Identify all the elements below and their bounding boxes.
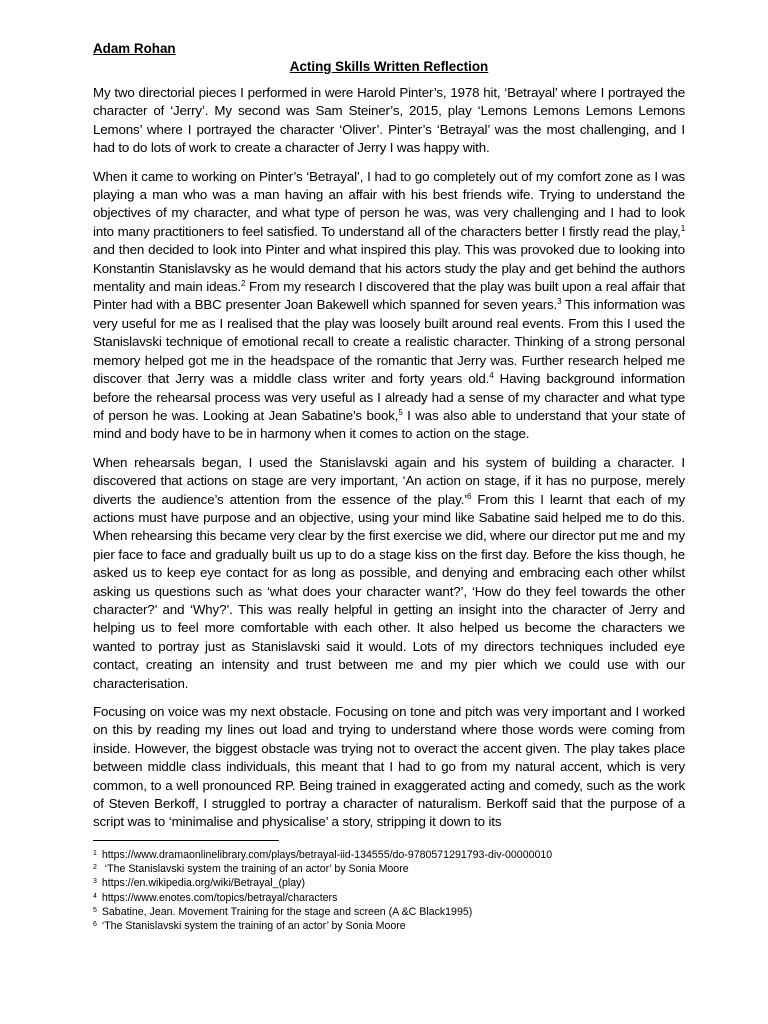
footnote-text: https://en.wikipedia.org/wiki/Betrayal_(play): [98, 877, 305, 890]
footnote: [93, 876, 693, 890]
footnote-marker: 6: [467, 491, 472, 501]
paragraph-text: I was also able to understand that your state of mind and body have to be in harmony when it comes to action on the stage.: [93, 407, 686, 442]
document-page: [93, 40, 685, 842]
paragraph-text: When rehearsals began, I used the Stanislavski again and his system of building a character. I discovered that actions on stage are very important, ‘An action on stage, if it has no purpose, merely diverts the audience’s attention from the essence of the play.’: [93, 454, 685, 507]
footnote: [93, 905, 693, 919]
footnote-text: Sabatine, Jean. Movement Training for the stage and screen (A &C Black1995): [98, 905, 473, 918]
footnotes: [93, 848, 693, 933]
footnote-separator: [93, 840, 279, 841]
paragraph-text: My two directorial pieces I performed in were Harold Pinter’s, 1978 hit, ‘Betrayal’ where I portrayed the character of ‘Jerry’. My second was Sam Steiner’s, 2015, play ‘Lemons Lemons Lemons Lemons Lemons’ where I portrayed the character ‘Oliver’. Pinter’s ‘Betrayal’ was the most challenging, and I had to do lots of work to create a character of Jerry I was happy with.: [93, 85, 685, 156]
footnote-number: 3: [93, 878, 97, 886]
footnote-marker: 3: [557, 297, 562, 307]
footnote-number: 2: [93, 864, 97, 872]
paragraph-text: Focusing on voice was my next obstacle. Focusing on tone and pitch was very important and I worked on this by reading my lines out load and trying to understand where those words were coming from inside. However, the biggest obstacle was trying not to overact the accent given. The play takes place between middle class individuals, this meant that I had to go from my natural accent, which is very common, to a well pronounced RP. Being trained in exaggerated acting and comedy, such as the work of Steven Berkoff, I struggled to portray a character of naturalism. Berkoff said that the purpose of a script was to ‘minimalise and physicalise’ a story, stripping it down to its: [93, 704, 685, 830]
paragraph-text: When it came to working on Pinter’s ‘Betrayal’, I had to go completely out of my comfort zone as I was playing a man who was a man having an affair with his best friends wife. Trying to understand the objectives of my character, and what type of person he was, was very challenging and I had to look into many practitioners to feel satisfied. To understand all of the characters better I firstly read the play,: [93, 168, 685, 239]
footnote-text: https://www.enotes.com/topics/betrayal/characters: [98, 891, 338, 904]
paragraph: [93, 454, 685, 693]
paragraph-text: From my research I discovered that the play was built upon a real affair that Pinter had with a BBC presenter Joan Bakewell which spanned for seven years.: [93, 279, 685, 313]
footnote: [93, 919, 693, 933]
footnote: [93, 891, 693, 905]
footnote-number: 4: [93, 892, 97, 900]
footnote-text: https://www.dramaonlinelibrary.com/plays/betrayal-iid-134555/do-9780571291793-div-00000010: [98, 849, 553, 861]
paragraph: [93, 168, 685, 444]
footnote-text: ‘The Stanislavski system the training of an actor’ by Sonia Moore: [98, 863, 409, 876]
paragraph: [93, 84, 685, 158]
footnote-number: 6: [93, 921, 97, 929]
footnote-number: 5: [93, 906, 97, 914]
footnote-marker: 2: [241, 279, 246, 289]
footnote-marker: 5: [398, 407, 403, 417]
paragraph-text: Having background information before the rehearsal process was very useful as I already had a sense of my character and what type of person he was. Looking at Jean Sabatine’s book,: [93, 371, 686, 423]
footnote-text: ‘The Stanislavski system the training of an actor’ by Sonia Moore: [98, 920, 406, 933]
document-body: [93, 84, 685, 832]
paragraph: [93, 703, 685, 832]
paragraph-text: and then decided to look into Pinter and what inspired this play. This was provoked due to looking into Konstantin Stanislavsky as he would demand that his actors study the play and get behind the authors mentality and main ideas.: [93, 242, 685, 295]
footnote-number: 1: [93, 850, 97, 857]
footnote-marker: 1: [680, 223, 685, 233]
footnote: [93, 848, 693, 862]
footnote: [93, 862, 693, 876]
paragraph-text: From this I learnt that each of my actions must have purpose and an objective, using your mind like Sabatine said helped me to do this. When rehearsing this became very clear by the first exercise we did, where our director put me and my pier face to face and gradually built us up to do a stage kiss on the first day. Before the kiss though, he asked us to keep eye contact for as long as possible, and denying and embracing each other whilst asking us questions such as ‘what does your character want?’, ‘How do they feel towards the other character?’ and ‘Why?’. This was really helpful in getting an insight into the character of Jerry and helping us to feel more comfortable with each other. It also helped us become the characters we wanted to portray just as Stanislavski said it would. Lots of my directors techniques included eye contact, creating an intensity and trust between me and my pier which we could use with our characterisation.: [93, 491, 686, 691]
paragraph-text: This information was very useful for me as I realised that the play was loosely built around real events. From this I used the Stanislavski technique of emotional recall to create a realistic character. Thinking of a strong personal memory helped got me in the headspace of the romantic that Jerry was. Further research helped me discover that Jerry was a middle class writer and forty years old.: [93, 297, 685, 387]
document-title: Acting Skills Written Reflection: [289, 59, 489, 74]
author-name: Adam Rohan: [93, 41, 176, 56]
footnote-marker: 4: [489, 371, 494, 381]
